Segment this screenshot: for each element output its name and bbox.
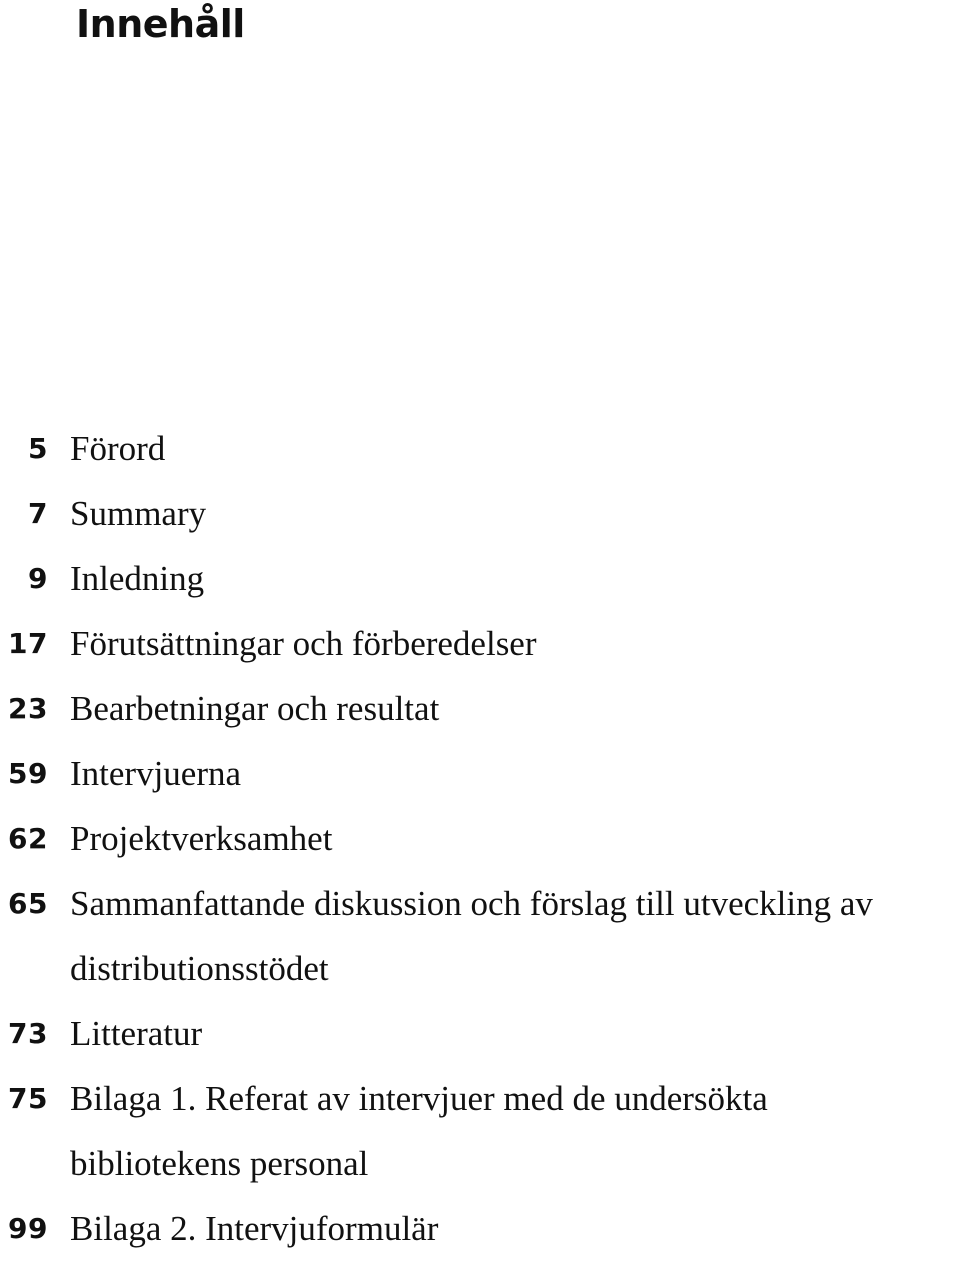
page-title: Innehåll xyxy=(76,2,245,46)
toc-page-number: 75 xyxy=(8,1082,48,1115)
toc-page-number: 99 xyxy=(8,1212,48,1245)
toc-entry[interactable] xyxy=(0,481,960,546)
toc-entry-title: Inledning xyxy=(70,559,205,598)
toc-entry-title: Sammanfattande diskussion och förslag till utveckling av distributionsstödet xyxy=(70,884,873,988)
toc-entry[interactable] xyxy=(0,871,960,1001)
toc-entry[interactable] xyxy=(0,1066,960,1196)
toc-page-number: 23 xyxy=(8,692,48,725)
toc-entry[interactable] xyxy=(0,611,960,676)
toc-entry[interactable] xyxy=(0,416,960,481)
toc-entry-title: Bearbetningar och resultat xyxy=(70,689,440,728)
toc-page-number: 5 xyxy=(28,432,48,465)
toc-page-number: 62 xyxy=(8,822,48,855)
toc-page-number: 59 xyxy=(8,757,48,790)
toc-entry[interactable] xyxy=(0,676,960,741)
toc-entry-title: Projektverksamhet xyxy=(70,819,333,858)
toc-entry[interactable] xyxy=(0,1001,960,1066)
toc-entry[interactable] xyxy=(0,806,960,871)
toc-entry-title: Summary xyxy=(70,494,207,533)
toc-entry-title: Bilaga 2. Intervjuformulär xyxy=(70,1209,439,1248)
toc-page-number: 17 xyxy=(8,627,48,660)
toc-entry-title: Litteratur xyxy=(70,1014,203,1053)
toc-entry[interactable] xyxy=(0,741,960,806)
toc-page-number: 73 xyxy=(8,1017,48,1050)
toc-entry[interactable] xyxy=(0,546,960,611)
toc-page-number: 9 xyxy=(28,562,48,595)
toc-entry-title: Bilaga 1. Referat av intervjuer med de undersökta bibliotekens personal xyxy=(70,1079,768,1183)
toc-page-number: 7 xyxy=(28,497,48,530)
toc-entry[interactable] xyxy=(0,1196,960,1261)
toc-entry-title: Förutsättningar och förberedelser xyxy=(70,624,537,663)
toc-page-number: 65 xyxy=(8,887,48,920)
toc-entry-title: Intervjuerna xyxy=(70,754,242,793)
table-of-contents xyxy=(0,416,960,1261)
toc-entry-title: Förord xyxy=(70,429,166,468)
